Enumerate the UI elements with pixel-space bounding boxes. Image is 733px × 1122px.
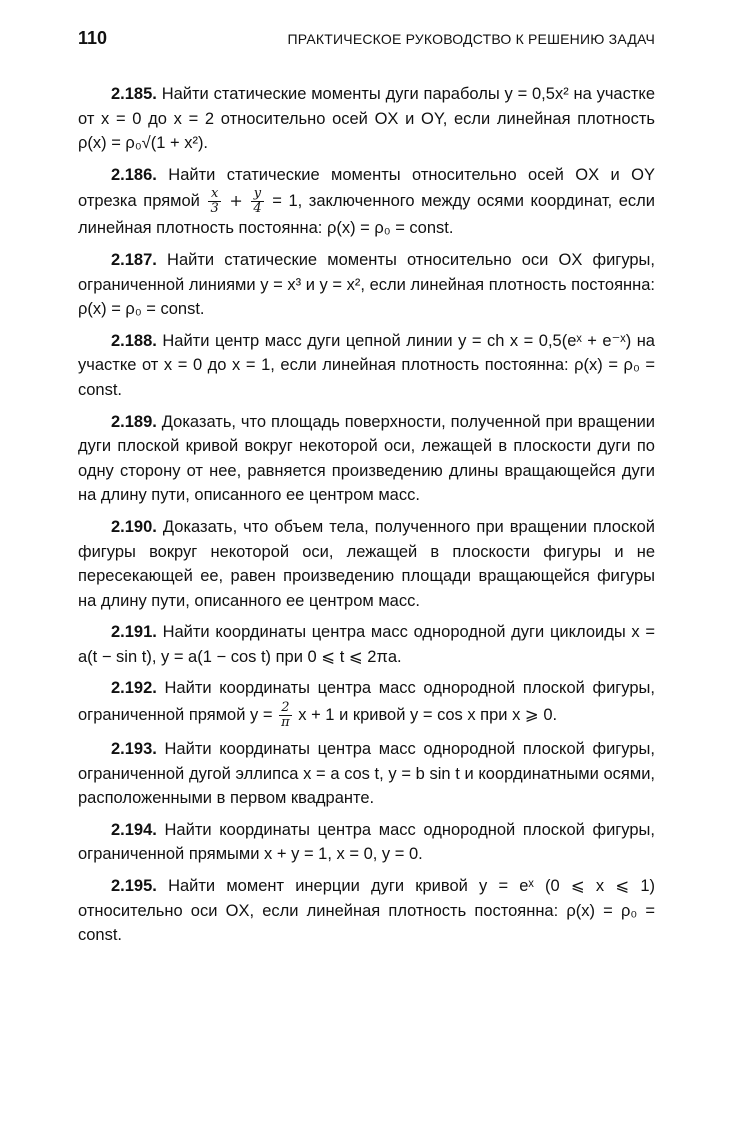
problem-number: 2.188.: [111, 331, 157, 350]
fraction-denominator: 3: [210, 201, 219, 217]
problem-text: Доказать, что объем тела, полученного при вращении плоской фигуры вокруг некоторой оси, лежащей в плоскости фигуры и не пересекающей ее, равен произведению площади вращающейся фигуры на длину пути, описанного ее центром масс.: [78, 517, 655, 610]
fraction-numerator: y: [253, 186, 262, 202]
problem-number: 2.193.: [111, 740, 157, 759]
problem-number: 2.189.: [111, 412, 157, 431]
running-title: ПРАКТИЧЕСКОЕ РУКОВОДСТВО К РЕШЕНИЮ ЗАДАЧ: [287, 31, 655, 47]
problem-text-continued: = 1, заключенного между осями координат, если линейная плотность постоянна: ρ(x) = ρ₀ = const.: [78, 192, 655, 238]
problem-text: Найти координаты центра масс однородной плоской фигуры, ограниченной прямой y =: [78, 679, 655, 724]
plus-sign: +: [229, 191, 243, 211]
problem-text: Найти координаты центра масс однородной плоской фигуры, ограниченной прямыми x + y = 1, x = 0, y = 0.: [78, 820, 655, 864]
fraction-x-over-3: [208, 187, 220, 216]
problem-number: 2.186.: [111, 165, 157, 184]
problem-number: 2.185.: [111, 85, 157, 103]
problem-text: Найти координаты центра масс однородной дуги циклоиды x = a(t − sin t), y = a(1 − cos t) при 0 ⩽ t ⩽ 2πa.: [78, 623, 655, 666]
problem-text: Найти момент инерции дуги кривой y = eˣ (0 ⩽ x ⩽ 1) относительно оси OX, если линейная плотность постоянна: ρ(x) = ρ₀ = const.: [78, 877, 655, 945]
problem-2-195: [78, 874, 655, 948]
problem-number: 2.190.: [111, 517, 157, 536]
fraction-denominator: 4: [253, 201, 262, 217]
problem-number: 2.195.: [111, 877, 157, 896]
problem-text: Найти статические моменты относительно оси OX фигуры, ограниченной линиями y = x³ и y = x², если линейная плотность постоянна: ρ(x) = ρ₀ = const.: [78, 250, 655, 319]
problem-2-192: [78, 676, 655, 730]
fraction-denominator: π: [281, 715, 290, 731]
fraction-2-over-pi: [279, 701, 292, 730]
problem-list: [78, 82, 655, 955]
fraction-numerator: x: [210, 186, 219, 202]
problem-2-186: [78, 163, 655, 241]
problem-number: 2.192.: [111, 679, 157, 698]
problem-2-187: [78, 248, 655, 322]
fraction-y-over-4: [251, 187, 263, 216]
problem-2-188: [78, 329, 655, 403]
problem-2-194: [78, 818, 655, 867]
problem-number: 2.187.: [111, 250, 157, 269]
problem-text: Найти центр масс дуги цепной линии y = ch x = 0,5(eˣ + e⁻ˣ) на участке от x = 0 до x = 1, если линейная плотность постоянна: ρ(x) = ρ₀ = const.: [78, 331, 655, 399]
problem-text: Доказать, что площадь поверхности, полученной при вращении дуги плоской кривой вокруг некоторой оси, лежащей в плоскости дуги по одну сторону от нее, равняется произведению длины вращающейся дуги на длину пути, описанного ее центром масс.: [78, 412, 656, 505]
problem-2-189: [78, 410, 655, 508]
problem-number: 2.194.: [111, 820, 157, 839]
problem-text: Найти координаты центра масс однородной плоской фигуры, ограниченной дугой эллипса x = a cos t, y = b sin t и координатными осями, расположенными в первом квадранте.: [78, 740, 655, 808]
problem-text-continued: x + 1 и кривой y = cos x при x ⩾ 0.: [298, 705, 558, 724]
problem-text: Найти статические моменты дуги параболы y = 0,5x² на участке от x = 0 до x = 2 относительно осей OX и OY, если линейная плотность ρ(x) = ρ₀√(1 + x²).: [78, 85, 655, 153]
problem-2-190: [78, 515, 655, 613]
problem-2-193: [78, 737, 655, 811]
problem-2-191: [78, 620, 655, 669]
page-header: [78, 28, 655, 50]
problem-2-185: [78, 82, 655, 156]
page-number: 110: [78, 28, 108, 48]
problem-text: Найти статические моменты относительно осей OX и OY отрезка прямой: [78, 165, 655, 211]
fraction-numerator: 2: [281, 700, 290, 716]
problem-number: 2.191.: [111, 623, 157, 642]
